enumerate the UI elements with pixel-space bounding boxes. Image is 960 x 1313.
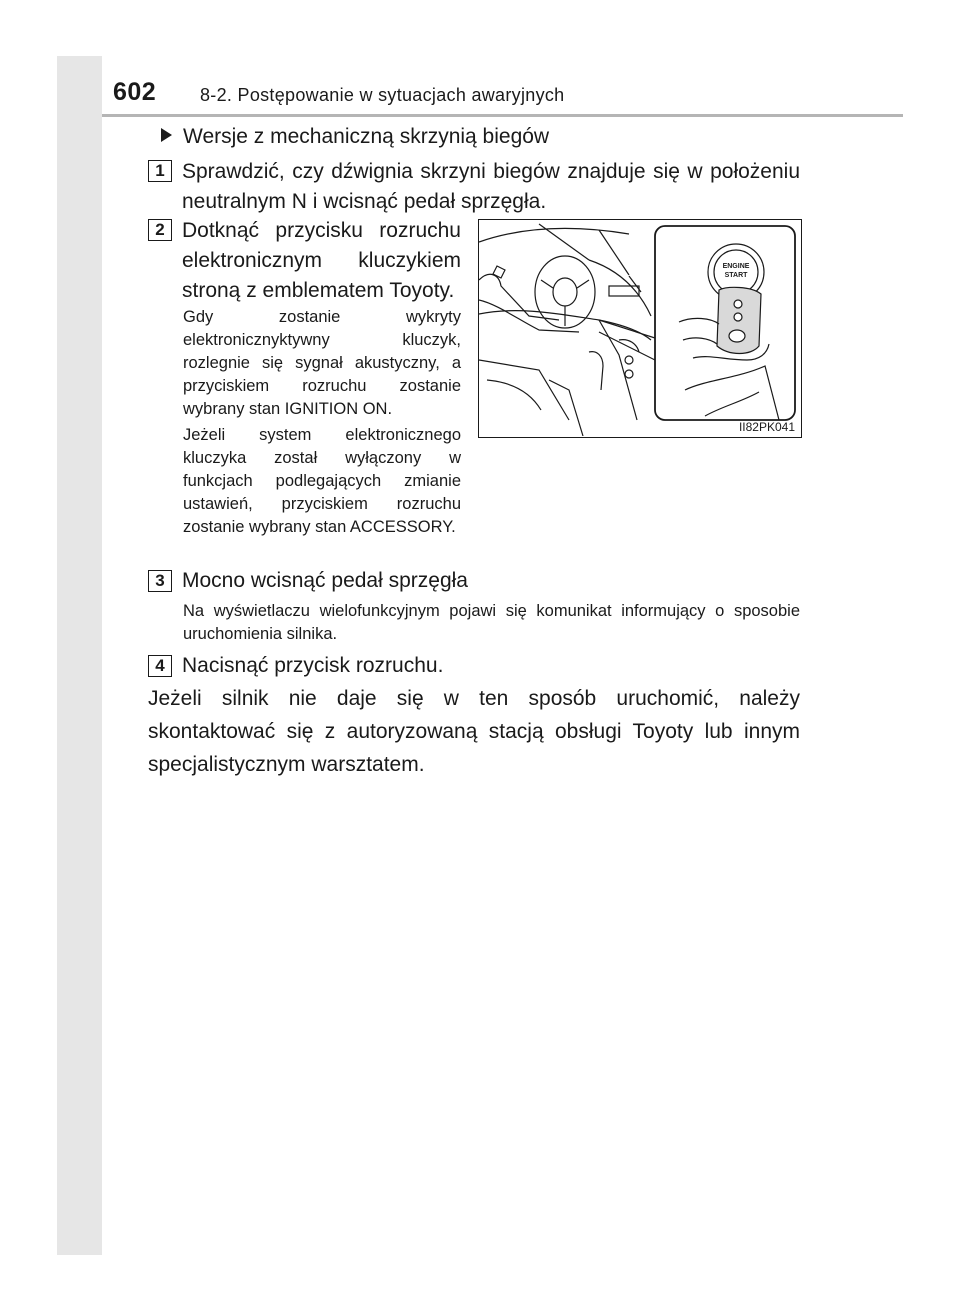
step-4-text: Nacisnąć przycisk rozruchu.: [182, 654, 444, 677]
step-3-note: Na wyświetlaczu wielofunkcyjnym pojawi się komunikat informujący o sposobie uruchomienia silnika.: [183, 602, 800, 643]
step-number-1: 1: [148, 160, 172, 182]
chapter-title: 8-2. Postępowanie w sytuacjach awaryjnych: [200, 85, 565, 105]
figure-code: II82PK041: [738, 420, 795, 434]
page-margin-band: [57, 56, 102, 1255]
step-2-note-2: Jeżeli system elektronicznego kluczyka został wyłączony w funkcjach podlegających zmianie ustawień, przyciskiem rozruchu zostanie wybrany stan ACCESSORY.: [183, 426, 461, 536]
step-1-text: Sprawdzić, czy dźwignia skrzyni biegów znajduje się w położeniu neutralnym N i wcisnąć pedał sprzęgła.: [182, 160, 800, 213]
step-2-note-1: Gdy zostanie wykryty elektronicznyktywny kluczyk, rozlegnie się sygnał akustyczny, a przyciskiem rozruchu zostanie wybrany stan IGNITION ON.: [183, 308, 461, 418]
page-number: 602: [113, 78, 157, 106]
dashboard-illustration: [479, 220, 800, 436]
triangle-bullet-icon: [161, 128, 172, 142]
closing-paragraph: Jeżeli silnik nie daje się w ten sposób uruchomić, należy skontaktować się z autoryzowaną stacją obsługi Toyoty lub innym specjalistycznym warsztatem.: [148, 687, 800, 776]
subheading-text: Wersje z mechaniczną skrzynią biegów: [183, 125, 550, 148]
illustration-engine-start: [478, 219, 802, 438]
step-3-text: Mocno wcisnąć pedał sprzęgła: [182, 569, 468, 592]
step-number-3: 3: [148, 570, 172, 592]
step-2-text: Dotknąć przycisku rozruchu elektronicznym kluczykiem stroną z emblematem Toyoty.: [182, 219, 461, 302]
section-subheading: [161, 125, 549, 149]
button-label-line1: ENGINE: [722, 263, 750, 270]
page-header: [102, 78, 903, 114]
step-number-4: 4: [148, 655, 172, 677]
button-label-line2: START: [724, 272, 748, 279]
step-number-2: 2: [148, 219, 172, 241]
header-divider: [102, 114, 903, 117]
